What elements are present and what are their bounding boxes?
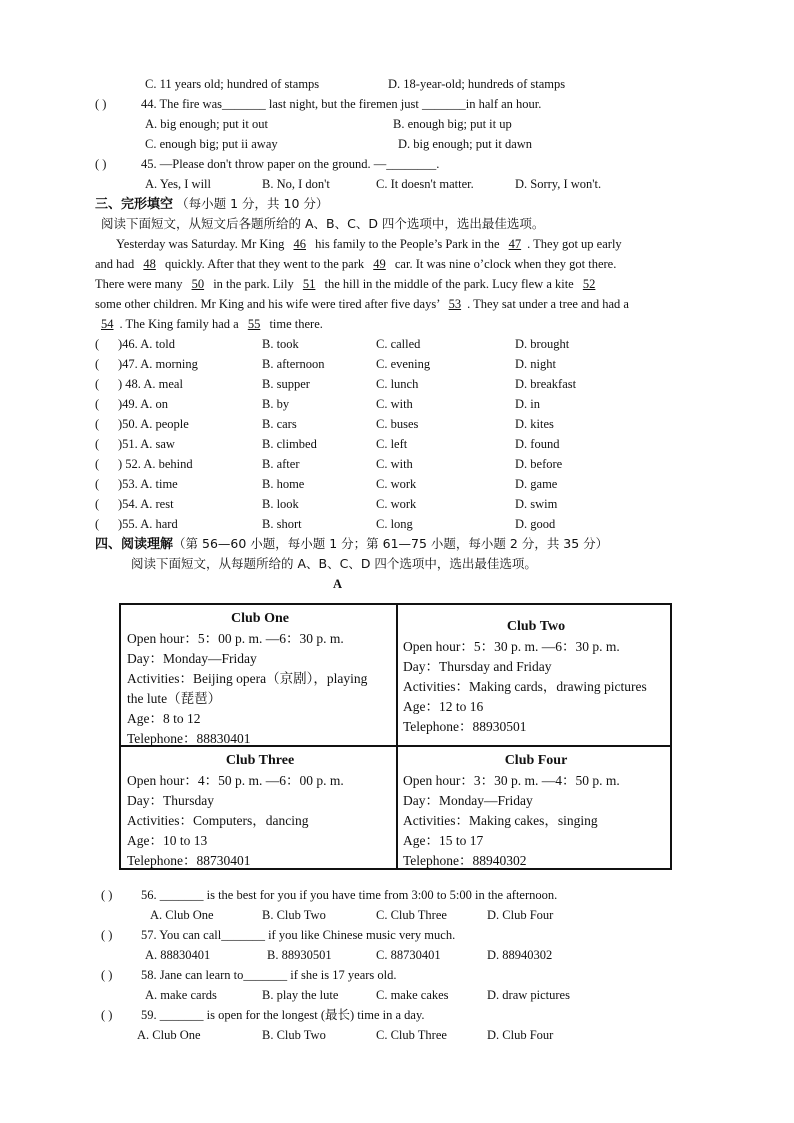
question-paren: ( xyxy=(95,417,100,431)
question-option-a: )49. A. on xyxy=(118,397,168,411)
question-option-c: C. left xyxy=(376,437,408,451)
passage-line xyxy=(95,254,616,274)
question-option-a: ) 52. A. behind xyxy=(118,457,193,471)
q58-option-b: B. play the lute xyxy=(262,988,339,1002)
q59-option-d: D. Club Four xyxy=(487,1028,554,1042)
cloze-blank: 46 xyxy=(293,237,307,251)
q56-option-a: A. Club One xyxy=(150,908,214,922)
q45-option-b: B. No, I don't xyxy=(262,177,330,191)
question-option-a: )47. A. morning xyxy=(118,357,198,371)
q57-option-c: C. 88730401 xyxy=(376,948,441,962)
club-two-line: Age：12 to 16 xyxy=(403,699,484,714)
question-option-c: C. work xyxy=(376,477,417,491)
passage-text: and had xyxy=(95,257,138,271)
q44-stem: 44. The fire was_______ last night, but the firemen just _______in half an hour. xyxy=(141,97,542,111)
question-paren: ( xyxy=(95,477,100,491)
passage-text: . The King family had a xyxy=(119,317,242,331)
q45-option-d: D. Sorry, I won't. xyxy=(515,177,602,191)
question-option-b: B. look xyxy=(262,497,299,511)
club-one-line: Day：Monday—Friday xyxy=(127,651,257,666)
q58-option-d: D. draw pictures xyxy=(487,988,570,1002)
q45-option-a: A. Yes, I will xyxy=(145,177,211,191)
question-option-a: )54. A. rest xyxy=(118,497,174,511)
section3-header xyxy=(95,194,328,214)
q45-stem: 45. —Please don't throw paper on the ground. —________. xyxy=(141,157,440,171)
q44-paren: ( ) xyxy=(95,97,107,111)
club-four-line: Day：Monday—Friday xyxy=(403,793,533,808)
q59-stem: 59. _______ is open for the longest (最长) time in a day. xyxy=(141,1008,425,1022)
q44-option-c: C. enough big; put ii away xyxy=(145,137,278,151)
table-divider-vertical xyxy=(396,605,398,868)
club-four-name: Club Four xyxy=(504,753,568,768)
q56-option-d: D. Club Four xyxy=(487,908,554,922)
club-one-line: Activities：Beijing opera（京剧），playing xyxy=(127,671,368,686)
passage-line xyxy=(95,274,601,294)
passage-text: some other children. Mr King and his wife were tired after five days’ xyxy=(95,297,443,311)
cloze-blank: 48 xyxy=(143,257,156,271)
passage-text: quickly. After that they went to the park xyxy=(161,257,368,271)
q56-option-c: C. Club Three xyxy=(376,908,447,922)
passage-text: car. It was nine o’clock when they got there. xyxy=(391,257,617,271)
question-option-d: D. night xyxy=(515,357,556,371)
q58-option-c: C. make cakes xyxy=(376,988,449,1002)
cloze-blank: 55 xyxy=(247,317,261,331)
cloze-blank: 52 xyxy=(582,277,596,291)
q44-option-a: A. big enough; put it out xyxy=(145,117,268,131)
question-option-a: )55. A. hard xyxy=(118,517,178,531)
club-three-line: Age：10 to 13 xyxy=(127,833,208,848)
cloze-blank: 49 xyxy=(373,257,386,271)
club-three-name: Club Three xyxy=(225,753,295,768)
section4-score: （第 56—60 小题，每小题 1 分；第 61—75 小题，每小题 2 分，共 35 分） xyxy=(173,536,609,551)
part-label: A xyxy=(333,577,343,591)
question-paren: ( xyxy=(95,397,100,411)
question-option-d: D. game xyxy=(515,477,558,491)
question-option-c: C. lunch xyxy=(376,377,419,391)
club-one-line: the lute（琵琶） xyxy=(127,691,222,706)
q56-stem: 56. _______ is the best for you if you have time from 3:00 to 5:00 in the afternoon. xyxy=(141,888,558,902)
passage-text: his family to the People’s Park in the xyxy=(312,237,503,251)
question-option-d: D. found xyxy=(515,437,560,451)
question-option-b: B. home xyxy=(262,477,305,491)
question-option-c: C. work xyxy=(376,497,417,511)
question-paren: ( xyxy=(95,357,100,371)
section4-heading: 四、阅读理解 xyxy=(95,537,174,552)
passage-text: Yesterday was Saturday. Mr King xyxy=(116,237,288,251)
q44-option-b: B. enough big; put it up xyxy=(393,117,512,131)
question-option-b: B. took xyxy=(262,337,299,351)
passage-text: There were many xyxy=(95,277,186,291)
passage-text: time there. xyxy=(266,317,323,331)
q44-option-d: D. big enough; put it dawn xyxy=(398,137,533,151)
q58-stem: 58. Jane can learn to_______ if she is 17 years old. xyxy=(141,968,397,982)
club-one-cell xyxy=(127,609,393,749)
q57-stem: 57. You can call_______ if you like Chinese music very much. xyxy=(141,928,456,942)
section3-heading: 三、完形填空 xyxy=(95,197,174,212)
question-option-b: B. after xyxy=(262,457,300,471)
q57-paren: ( ) xyxy=(101,928,113,942)
question-option-b: B. afternoon xyxy=(262,357,325,371)
q59-option-b: B. Club Two xyxy=(262,1028,326,1042)
question-option-c: C. with xyxy=(376,397,413,411)
question-option-d: D. kites xyxy=(515,417,554,431)
club-two-line: Activities：Making cards，drawing pictures xyxy=(403,679,647,694)
question-option-a: )51. A. saw xyxy=(118,437,175,451)
club-three-line: Telephone：88730401 xyxy=(127,853,251,868)
question-option-b: B. by xyxy=(262,397,290,411)
cloze-blank: 50 xyxy=(191,277,205,291)
club-three-line: Activities：Computers，dancing xyxy=(127,813,309,828)
club-three-line: Day：Thursday xyxy=(127,793,214,808)
question-paren: ( xyxy=(95,337,100,351)
q45-option-c: C. It doesn't matter. xyxy=(376,177,474,191)
section3-instruction: 阅读下面短文，从短文后各题所给的 A、B、C、D 四个选项中，选出最佳选项。 xyxy=(101,216,545,231)
question-option-b: B. climbed xyxy=(262,437,317,451)
q59-option-c: C. Club Three xyxy=(376,1028,447,1042)
question-option-a: ) 48. A. meal xyxy=(118,377,183,391)
q58-paren: ( ) xyxy=(101,968,113,982)
question-option-b: B. cars xyxy=(262,417,297,431)
passage-text: the hill in the middle of the park. Lucy flew a kite xyxy=(321,277,577,291)
club-two-line: Open hour：5：30 p. m. —6：30 p. m. xyxy=(403,639,620,654)
section4-instruction: 阅读下面短文，从每题所给的 A、B、C、D 四个选项中，选出最佳选项。 xyxy=(131,556,537,571)
passage-line xyxy=(95,314,323,334)
question-paren: ( xyxy=(95,517,100,531)
cloze-blank: 53 xyxy=(448,297,462,311)
club-two-cell xyxy=(403,617,669,737)
q57-option-d: D. 88940302 xyxy=(487,948,553,962)
club-three-cell xyxy=(127,751,393,871)
club-four-line: Activities：Making cakes，singing xyxy=(403,813,598,828)
cloze-blank: 51 xyxy=(302,277,316,291)
question-paren: ( xyxy=(95,457,100,471)
passage-text: . They got up early xyxy=(527,237,622,251)
question-option-d: D. before xyxy=(515,457,563,471)
club-two-name: Club Two xyxy=(506,619,566,634)
club-two-line: Telephone：88930501 xyxy=(403,719,527,734)
question-option-a: )50. A. people xyxy=(118,417,189,431)
club-three-line: Open hour：4：50 p. m. —6：00 p. m. xyxy=(127,773,344,788)
question-option-d: D. breakfast xyxy=(515,377,577,391)
club-four-cell xyxy=(403,751,669,871)
club-two-line: Day：Thursday and Friday xyxy=(403,659,552,674)
question-option-d: D. brought xyxy=(515,337,570,351)
question-paren: ( xyxy=(95,377,100,391)
q43-option-c: C. 11 years old; hundred of stamps xyxy=(145,77,320,91)
passage-text: . They sat under a tree and had a xyxy=(467,297,629,311)
section4-header xyxy=(95,534,608,554)
question-option-a: )53. A. time xyxy=(118,477,178,491)
question-option-d: D. good xyxy=(515,517,556,531)
question-option-c: C. called xyxy=(376,337,421,351)
question-option-c: C. buses xyxy=(376,417,419,431)
passage-text: in the park. Lily xyxy=(210,277,297,291)
q43-option-d: D. 18-year-old; hundreds of stamps xyxy=(388,77,566,91)
q56-paren: ( ) xyxy=(101,888,113,902)
question-option-b: B. short xyxy=(262,517,302,531)
q59-paren: ( ) xyxy=(101,1008,113,1022)
club-one-line: Telephone：88830401 xyxy=(127,731,251,746)
question-option-d: D. swim xyxy=(515,497,558,511)
q57-option-b: B. 88930501 xyxy=(267,948,332,962)
question-paren: ( xyxy=(95,497,100,511)
passage-line xyxy=(95,294,629,314)
q59-option-a: A. Club One xyxy=(137,1028,201,1042)
question-option-c: C. evening xyxy=(376,357,431,371)
q56-option-b: B. Club Two xyxy=(262,908,326,922)
club-one-line: Age：8 to 12 xyxy=(127,711,201,726)
club-one-line: Open hour：5：00 p. m. —6：30 p. m. xyxy=(127,631,344,646)
question-option-c: C. long xyxy=(376,517,413,531)
question-option-c: C. with xyxy=(376,457,413,471)
question-option-a: )46. A. told xyxy=(118,337,175,351)
section3-score: （每小题 1 分，共 10 分） xyxy=(176,196,329,211)
question-option-d: D. in xyxy=(515,397,540,411)
cloze-blank: 47 xyxy=(508,237,522,251)
passage-line xyxy=(116,234,622,254)
question-paren: ( xyxy=(95,437,100,451)
club-one-name: Club One xyxy=(231,611,289,626)
q58-option-a: A. make cards xyxy=(145,988,217,1002)
club-four-line: Telephone：88940302 xyxy=(403,853,527,868)
q45-paren: ( ) xyxy=(95,157,107,171)
cloze-blank: 54 xyxy=(101,317,114,331)
club-table xyxy=(119,603,672,870)
q57-option-a: A. 88830401 xyxy=(145,948,211,962)
club-four-line: Age：15 to 17 xyxy=(403,833,484,848)
question-option-b: B. supper xyxy=(262,377,310,391)
club-four-line: Open hour：3：30 p. m. —4：50 p. m. xyxy=(403,773,620,788)
